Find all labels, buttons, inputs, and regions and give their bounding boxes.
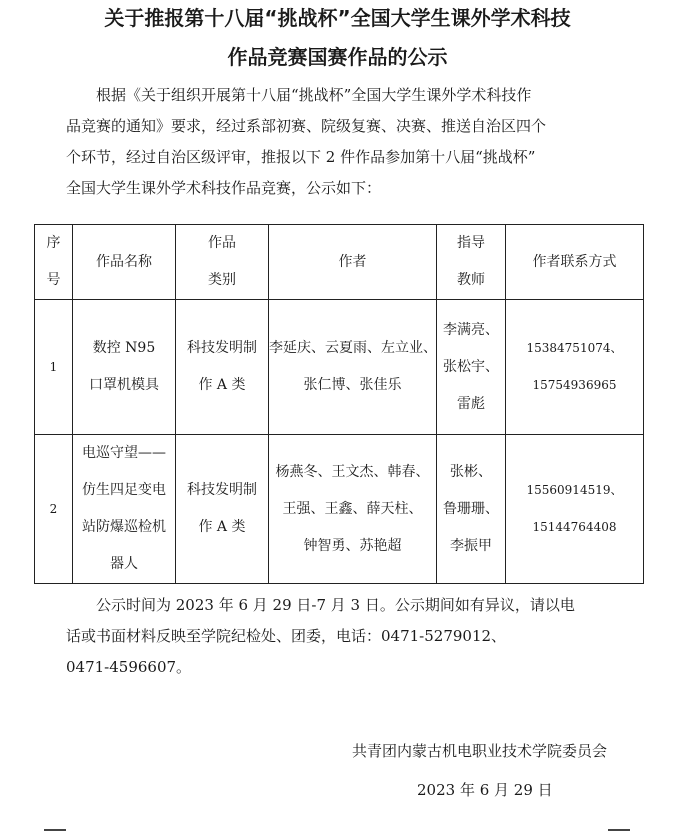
- intro-line: 全国大学生课外学术科技作品竞赛，公示如下：: [66, 179, 382, 197]
- document-title-line-1: 关于推报第十八届“挑战杯”全国大学生课外学术科技: [104, 6, 571, 30]
- intro-line: 根据《关于组织开展第十八届“挑战杯”全国大学生课外学术科技作: [96, 86, 532, 104]
- intro-line: 品竞赛的通知》要求，经过系部初赛、院级复赛、决赛、推送自治区四个: [66, 117, 547, 135]
- issue-date: 2023 年 6 月 29 日: [417, 781, 553, 799]
- table-row: [35, 435, 644, 584]
- issuer-signature: 共青团内蒙古机电职业技术学院委员会: [351, 742, 607, 760]
- cell-contact: 15384751074、 15754936965: [506, 300, 644, 435]
- cell-category: 科技发明制 作 A 类: [176, 300, 269, 435]
- header-advisors: 指导 教师: [437, 225, 506, 300]
- cell-advisors: 张彬、 鲁珊珊、 李振甲: [437, 435, 506, 584]
- cell-work-name: 数控 N95 口罩机模具: [73, 300, 176, 435]
- table-row: [35, 300, 644, 435]
- page-edge-mark-right: [608, 829, 630, 831]
- cell-category: 科技发明制 作 A 类: [176, 435, 269, 584]
- intro-line: 个环节，经过自治区级评审，推报以下 2 件作品参加第十八届“挑战杯”: [66, 148, 536, 166]
- cell-authors: 杨燕冬、王文杰、韩春、 王强、王鑫、薛天柱、 钟智勇、苏艳超: [269, 435, 437, 584]
- cell-index: 1: [35, 300, 73, 435]
- header-category: 作品 类别: [176, 225, 269, 300]
- works-table: [34, 224, 644, 584]
- notice-line: 0471-4596607。: [66, 658, 192, 676]
- header-work-name: 作品名称: [73, 225, 176, 300]
- notice-line: 话或书面材料反映至学院纪检处、团委，电话：0471-5279012、: [66, 627, 507, 645]
- header-index: 序 号: [35, 225, 73, 300]
- header-authors: 作者: [269, 225, 437, 300]
- cell-index: 2: [35, 435, 73, 584]
- cell-contact: 15560914519、 15144764408: [506, 435, 644, 584]
- cell-authors: 李延庆、云夏雨、左立业、 张仁博、张佳乐: [269, 300, 437, 435]
- cell-work-name: 电巡守望—— 仿生四足变电 站防爆巡检机 器人: [73, 435, 176, 584]
- document-title-line-2: 作品竞赛国赛作品的公示: [227, 45, 448, 69]
- table-header-row: [35, 225, 644, 300]
- notice-paragraph: [66, 590, 626, 683]
- page-edge-mark-left: [44, 829, 66, 831]
- header-contact: 作者联系方式: [506, 225, 644, 300]
- cell-advisors: 李满亮、 张松宇、 雷彪: [437, 300, 506, 435]
- intro-paragraph: [66, 80, 626, 204]
- notice-line: 公示时间为 2023 年 6 月 29 日-7 月 3 日。公示期间如有异议，请以电: [96, 596, 575, 614]
